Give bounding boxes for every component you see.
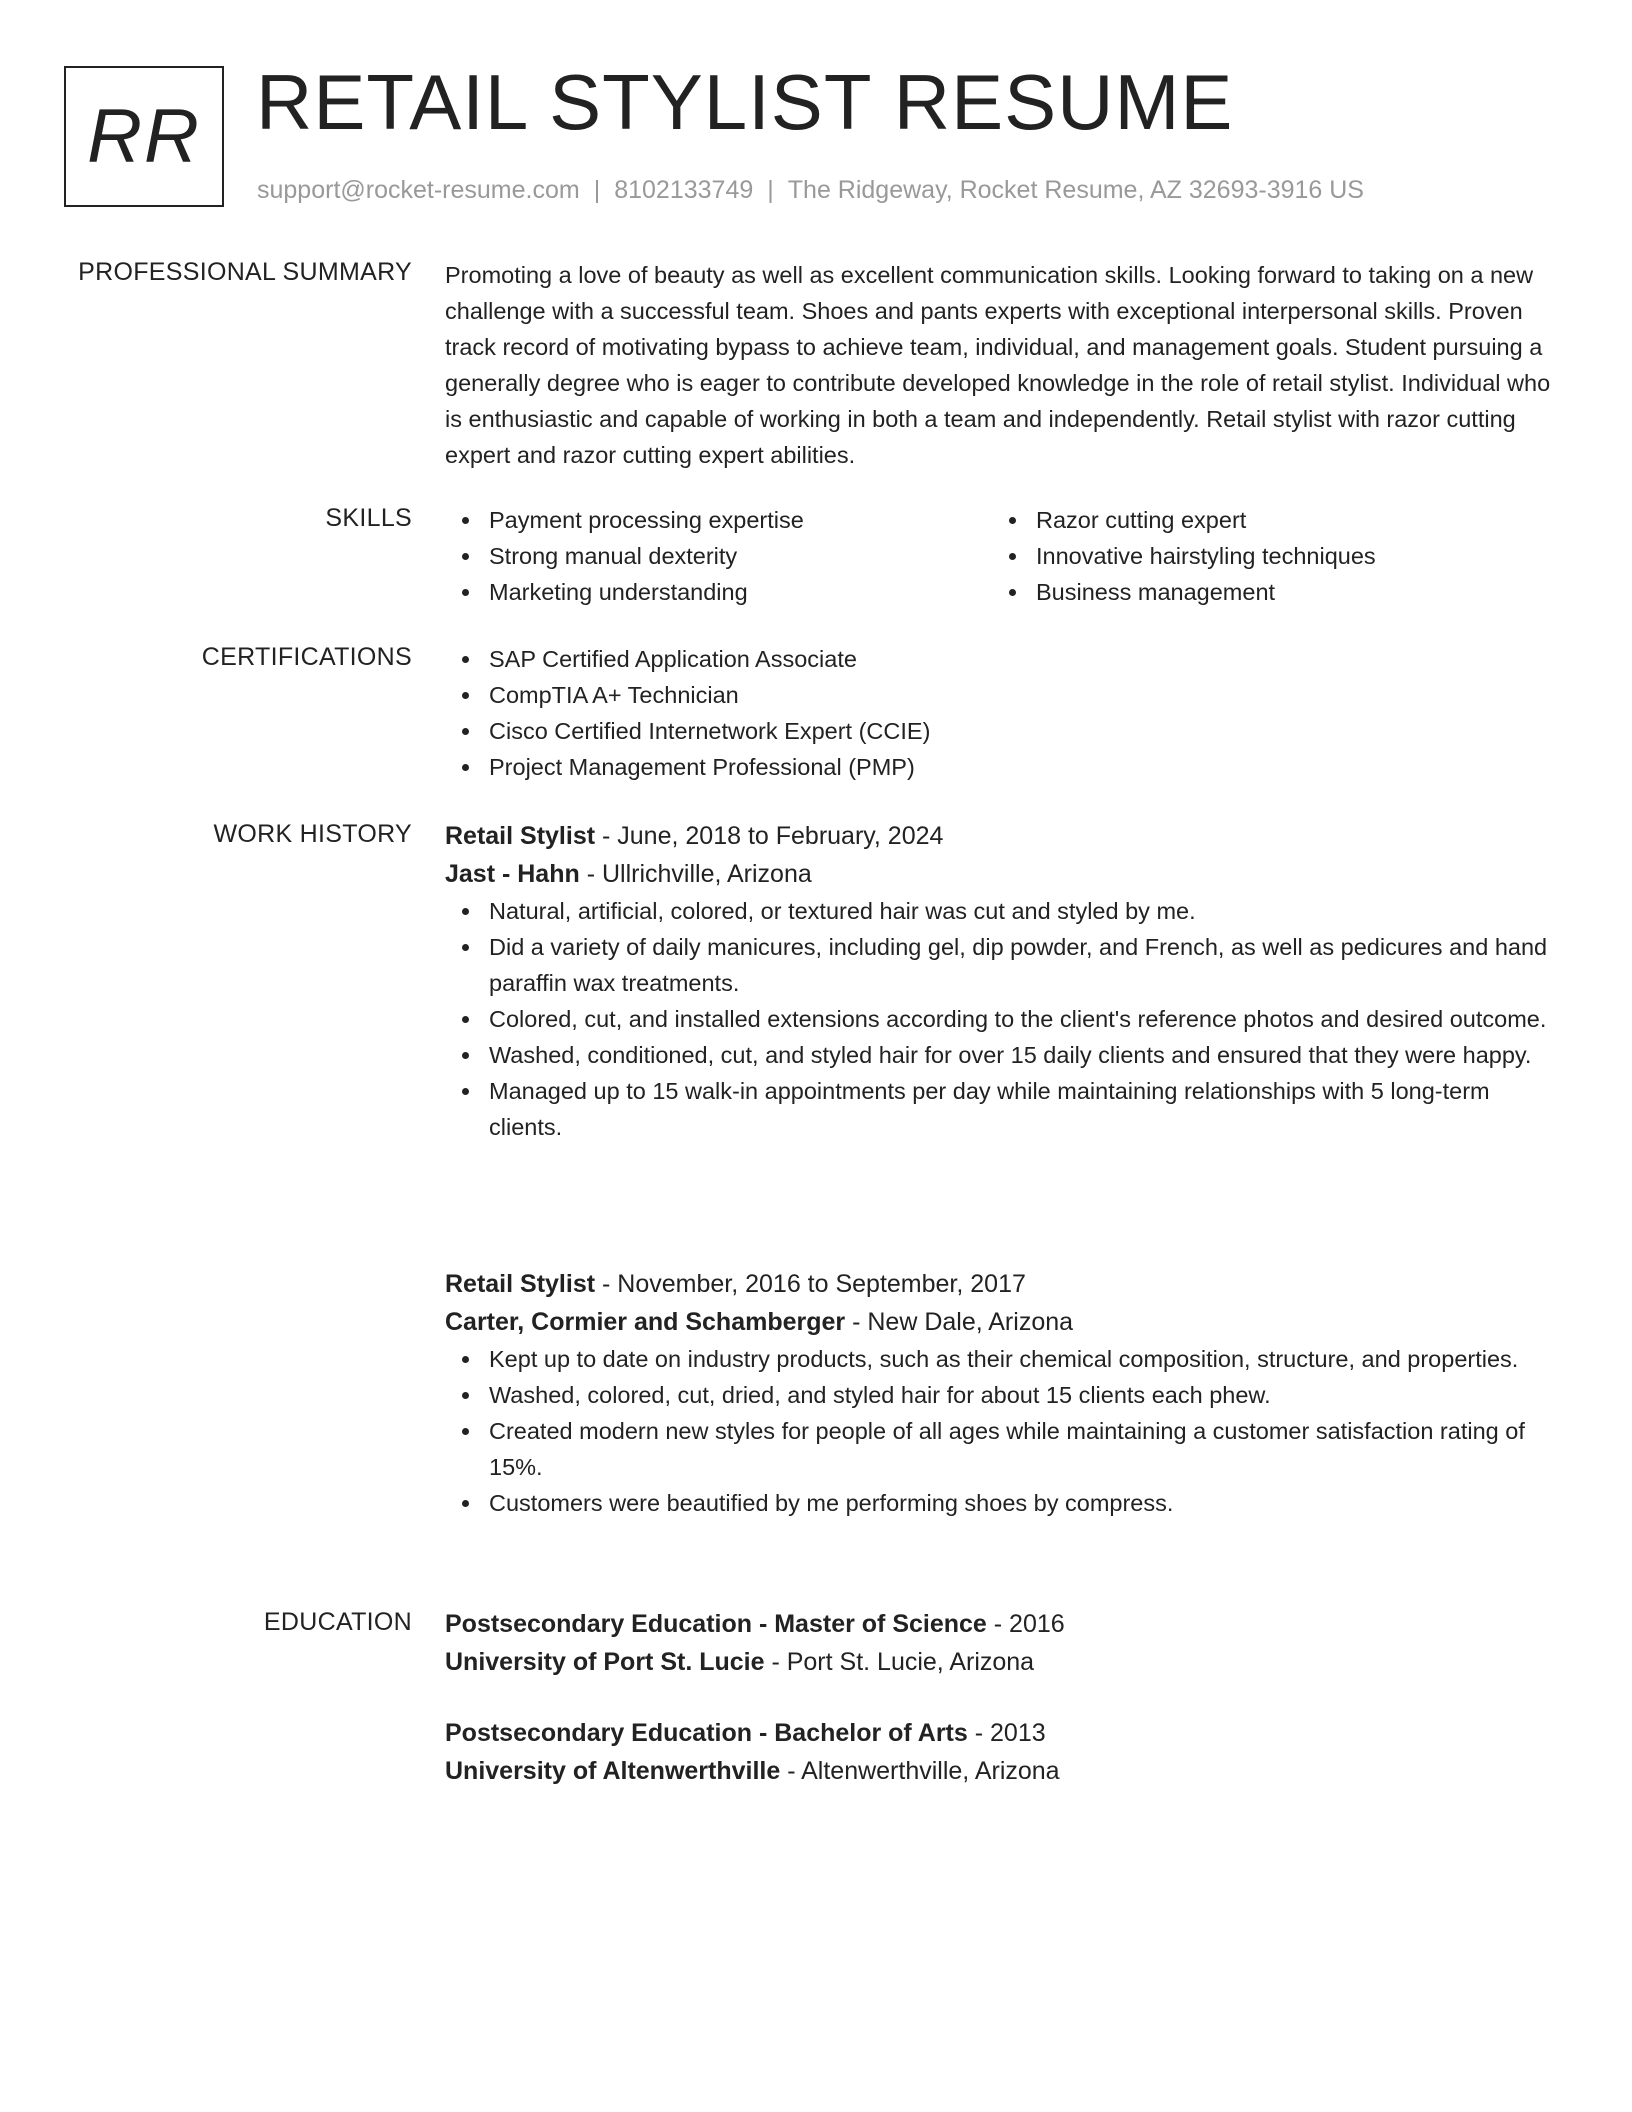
degree-line: [445, 1714, 1560, 1752]
certification-item: SAP Certified Application Associate: [489, 641, 1560, 677]
job-dates: - June, 2018 to February, 2024: [595, 822, 944, 850]
job-duty: Did a variety of daily manicures, including gel, dip powder, and French, as well as pedicures and hand paraffin wax treatments.: [489, 929, 1560, 1001]
certifications-list: [445, 641, 1560, 785]
job-duty: Managed up to 15 walk-in appointments per day while maintaining relationships with 5 long-term clients.: [489, 1073, 1560, 1145]
degree-year: - 2016: [986, 1610, 1065, 1638]
job-duties-list: [445, 1341, 1560, 1521]
certifications-heading: CERTIFICATIONS: [201, 643, 412, 671]
job-duty: Created modern new styles for people of all ages while maintaining a customer satisfaction rating of 15%.: [489, 1413, 1560, 1485]
job-duty: Washed, colored, cut, dried, and styled hair for about 15 clients each phew.: [489, 1377, 1560, 1413]
skills-section: [445, 502, 1560, 610]
skill-item: Strong manual dexterity: [489, 538, 992, 574]
job-duty: Kept up to date on industry products, such as their chemical composition, structure, and properties.: [489, 1341, 1560, 1377]
skill-item: Razor cutting expert: [1036, 502, 1539, 538]
job-company: Jast - Hahn: [445, 860, 580, 888]
job-duties-list: [445, 893, 1560, 1145]
job-company-line: [445, 855, 1560, 893]
contact-email[interactable]: support@rocket-resume.com: [257, 176, 580, 204]
contact-separator: |: [767, 176, 774, 204]
job-entry: [445, 817, 1560, 1145]
summary-heading: PROFESSIONAL SUMMARY: [78, 258, 412, 286]
education-entry: [445, 1605, 1560, 1681]
work-history-heading: WORK HISTORY: [213, 820, 412, 848]
summary-section: [445, 257, 1560, 473]
certification-item: CompTIA A+ Technician: [489, 677, 1560, 713]
job-duty: Natural, artificial, colored, or textured hair was cut and styled by me.: [489, 893, 1560, 929]
job-title-line: [445, 817, 1560, 855]
school: University of Port St. Lucie: [445, 1648, 765, 1676]
monogram-logo: RR: [64, 66, 224, 207]
job-company-line: [445, 1303, 1560, 1341]
job-location: - Ullrichville, Arizona: [579, 860, 812, 888]
job-duty: Washed, conditioned, cut, and styled hair for over 15 daily clients and ensured that they were happy.: [489, 1037, 1560, 1073]
education-entry: [445, 1714, 1560, 1790]
job-dates: - November, 2016 to September, 2017: [595, 1270, 1026, 1298]
job-company: Carter, Cormier and Schamberger: [445, 1308, 846, 1336]
skills-grid: [445, 502, 1560, 610]
school: University of Altenwerthville: [445, 1757, 781, 1785]
education-heading: EDUCATION: [263, 1608, 412, 1636]
school-line: [445, 1643, 1560, 1681]
job-duty: Colored, cut, and installed extensions according to the client's reference photos and desired outcome.: [489, 1001, 1560, 1037]
school-line: [445, 1752, 1560, 1790]
job-entry: [445, 1265, 1560, 1521]
degree-line: [445, 1605, 1560, 1643]
job-duty: Customers were beautified by me performing shoes by compress.: [489, 1485, 1560, 1521]
certification-item: Project Management Professional (PMP): [489, 749, 1560, 785]
job-title: Retail Stylist: [445, 1270, 596, 1298]
certification-item: Cisco Certified Internetwork Expert (CCIE): [489, 713, 1560, 749]
school-location: - Altenwerthville, Arizona: [780, 1757, 1060, 1785]
contact-line: [257, 174, 1364, 206]
summary-text: Promoting a love of beauty as well as excellent communication skills. Looking forward to taking on a new challenge with a successful team. Shoes and pants experts with exceptional interpersonal skills. Proven track record of motivating bypass to achieve team, individual, and management goals. Student pursuing a generally degree who is eager to contribute developed knowledge in the role of retail stylist. Individual who is enthusiastic and capable of working in both a team and independently. Retail stylist with razor cutting expert and razor cutting expert abilities.: [445, 262, 1551, 468]
skills-list-left: [445, 502, 992, 610]
degree: Postsecondary Education - Bachelor of Arts: [445, 1719, 968, 1747]
skills-list-right: [992, 502, 1539, 610]
contact-phone[interactable]: 8102133749: [614, 176, 754, 204]
job-title-line: [445, 1265, 1560, 1303]
skill-item: Business management: [1036, 574, 1539, 610]
skill-item: Marketing understanding: [489, 574, 992, 610]
degree: Postsecondary Education - Master of Science: [445, 1610, 987, 1638]
resume-title: RETAIL STYLIST RESUME: [256, 58, 1234, 146]
skill-item: Payment processing expertise: [489, 502, 992, 538]
skill-item: Innovative hairstyling techniques: [1036, 538, 1539, 574]
job-title: Retail Stylist: [445, 822, 596, 850]
school-location: - Port St. Lucie, Arizona: [764, 1648, 1035, 1676]
skills-heading: SKILLS: [325, 504, 412, 532]
degree-year: - 2013: [967, 1719, 1046, 1747]
contact-address: The Ridgeway, Rocket Resume, AZ 32693-3916 US: [787, 176, 1364, 204]
certifications-section: [445, 641, 1560, 785]
contact-separator: |: [593, 176, 601, 204]
job-location: - New Dale, Arizona: [845, 1308, 1074, 1336]
